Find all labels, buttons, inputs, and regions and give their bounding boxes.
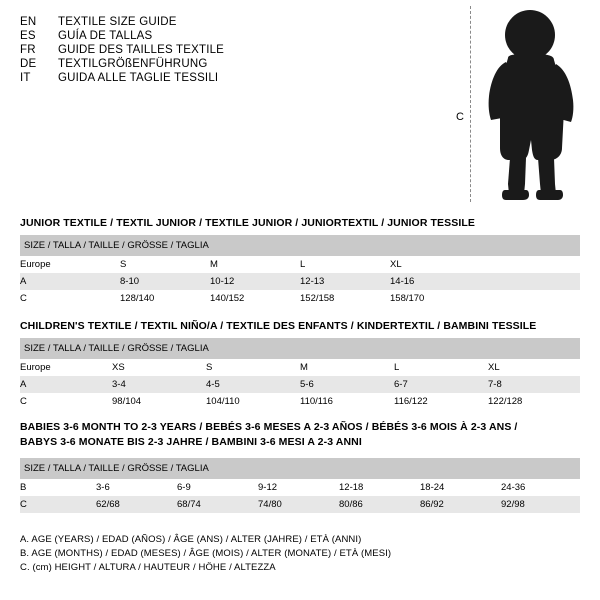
legend-line-a: A. AGE (YEARS) / EDAD (AÑOS) / ÂGE (ANS) / ALTER (JAHRE) / ETÀ (ANNI) <box>20 534 362 545</box>
height-measure-line <box>470 6 471 202</box>
cell: 10-12 <box>210 273 300 290</box>
language-code-en: EN <box>20 16 37 28</box>
language-code-de: DE <box>20 58 37 70</box>
cell: 6-7 <box>394 376 488 393</box>
junior-size-table <box>20 235 580 307</box>
language-title-fr: GUIDE DES TAILLES TEXTILE <box>58 44 225 56</box>
table-header-label: SIZE / TALLA / TAILLE / GRÖSSE / TAGLIA <box>20 338 580 359</box>
cell: 3-6 <box>96 479 177 496</box>
babies-size-table <box>20 458 580 513</box>
cell: XL <box>488 359 580 376</box>
cell: 12-18 <box>339 479 420 496</box>
language-row <box>20 30 400 42</box>
table-header-label: SIZE / TALLA / TAILLE / GRÖSSE / TAGLIA <box>20 235 580 256</box>
cell: 122/128 <box>488 393 580 410</box>
table-header-row <box>20 235 580 256</box>
legend-line-c: C. (cm) HEIGHT / ALTURA / HAUTEUR / HÖHE / ALTEZZA <box>20 562 276 573</box>
table-row <box>20 290 580 307</box>
cell: 116/122 <box>394 393 488 410</box>
cell: 6-9 <box>177 479 258 496</box>
children-size-table <box>20 338 580 410</box>
language-header-block <box>20 16 400 86</box>
legend-block <box>20 534 580 576</box>
row-label: C <box>20 393 112 410</box>
cell: 128/140 <box>120 290 210 307</box>
language-code-fr: FR <box>20 44 36 56</box>
table-row <box>20 256 580 273</box>
cell: 92/98 <box>501 496 580 513</box>
table-row <box>20 273 580 290</box>
language-title-es: GUÍA DE TALLAS <box>58 30 153 42</box>
cell: 152/158 <box>300 290 390 307</box>
cell: 140/152 <box>210 290 300 307</box>
section-babies <box>20 421 580 448</box>
cell: XS <box>112 359 206 376</box>
cell <box>480 290 580 307</box>
cell: 14-16 <box>390 273 480 290</box>
cell: 8-10 <box>120 273 210 290</box>
section-children-table-wrap <box>20 338 580 410</box>
cell: 18-24 <box>420 479 501 496</box>
row-label: C <box>20 496 96 513</box>
language-title-de: TEXTILGRÖßENFÜHRUNG <box>58 58 208 70</box>
language-code-it: IT <box>20 72 31 84</box>
row-label: A <box>20 273 120 290</box>
section-junior <box>20 217 580 229</box>
cell: 9-12 <box>258 479 339 496</box>
measurement-figure <box>430 6 590 206</box>
language-title-it: GUIDA ALLE TAGLIE TESSILI <box>58 72 219 84</box>
cell: 98/104 <box>112 393 206 410</box>
cell: L <box>300 256 390 273</box>
table-row <box>20 393 580 410</box>
section-title-babies-line1: BABIES 3-6 MONTH TO 2-3 YEARS / BEBÉS 3-6 MESES A 2-3 AÑOS / BÉBÉS 3-6 MOIS À 2-3 ANS / <box>20 421 518 433</box>
cell: 86/92 <box>420 496 501 513</box>
table-header-row <box>20 338 580 359</box>
cell: 3-4 <box>112 376 206 393</box>
cell: 7-8 <box>488 376 580 393</box>
cell: 5-6 <box>300 376 394 393</box>
cell: XL <box>390 256 480 273</box>
legend-line-b: B. AGE (MONTHS) / EDAD (MESES) / ÂGE (MOIS) / ALTER (MONATE) / ETÀ (MESI) <box>20 548 392 559</box>
cell: 62/68 <box>96 496 177 513</box>
section-title-junior: JUNIOR TEXTILE / TEXTIL JUNIOR / TEXTILE JUNIOR / JUNIORTEXTIL / JUNIOR TESSILE <box>20 217 475 229</box>
language-row <box>20 72 400 84</box>
table-header-row <box>20 458 580 479</box>
cell: M <box>210 256 300 273</box>
cell: M <box>300 359 394 376</box>
cell: 68/74 <box>177 496 258 513</box>
cell: 110/116 <box>300 393 394 410</box>
measure-label-c: C <box>456 111 464 123</box>
table-row <box>20 376 580 393</box>
language-title-en: TEXTILE SIZE GUIDE <box>58 16 177 28</box>
section-children <box>20 320 580 332</box>
table-row <box>20 359 580 376</box>
row-label: Europe <box>20 359 112 376</box>
section-babies-table-wrap <box>20 458 580 513</box>
table-header-label: SIZE / TALLA / TAILLE / GRÖSSE / TAGLIA <box>20 458 580 479</box>
cell <box>480 256 580 273</box>
cell: S <box>120 256 210 273</box>
cell: S <box>206 359 300 376</box>
cell: 80/86 <box>339 496 420 513</box>
cell: 104/110 <box>206 393 300 410</box>
row-label: A <box>20 376 112 393</box>
section-title-babies-line2: BABYS 3-6 MONATE BIS 2-3 JAHRE / BAMBINI 3-6 MESI A 2-3 ANNI <box>20 436 362 448</box>
section-title-children: CHILDREN'S TEXTILE / TEXTIL NIÑO/A / TEXTILE DES ENFANTS / KINDERTEXTIL / BAMBINI TESSILE <box>20 320 537 332</box>
language-row <box>20 16 400 28</box>
section-junior-table-wrap <box>20 235 580 307</box>
cell: L <box>394 359 488 376</box>
table-row <box>20 496 580 513</box>
cell: 4-5 <box>206 376 300 393</box>
row-label: C <box>20 290 120 307</box>
cell: 24-36 <box>501 479 580 496</box>
table-row <box>20 479 580 496</box>
row-label: Europe <box>20 256 120 273</box>
cell: 74/80 <box>258 496 339 513</box>
language-row <box>20 44 400 56</box>
language-row <box>20 58 400 70</box>
cell: 12-13 <box>300 273 390 290</box>
cell: 158/170 <box>390 290 480 307</box>
toddler-silhouette-icon <box>478 8 588 204</box>
row-label: B <box>20 479 96 496</box>
cell <box>480 273 580 290</box>
language-code-es: ES <box>20 30 36 42</box>
